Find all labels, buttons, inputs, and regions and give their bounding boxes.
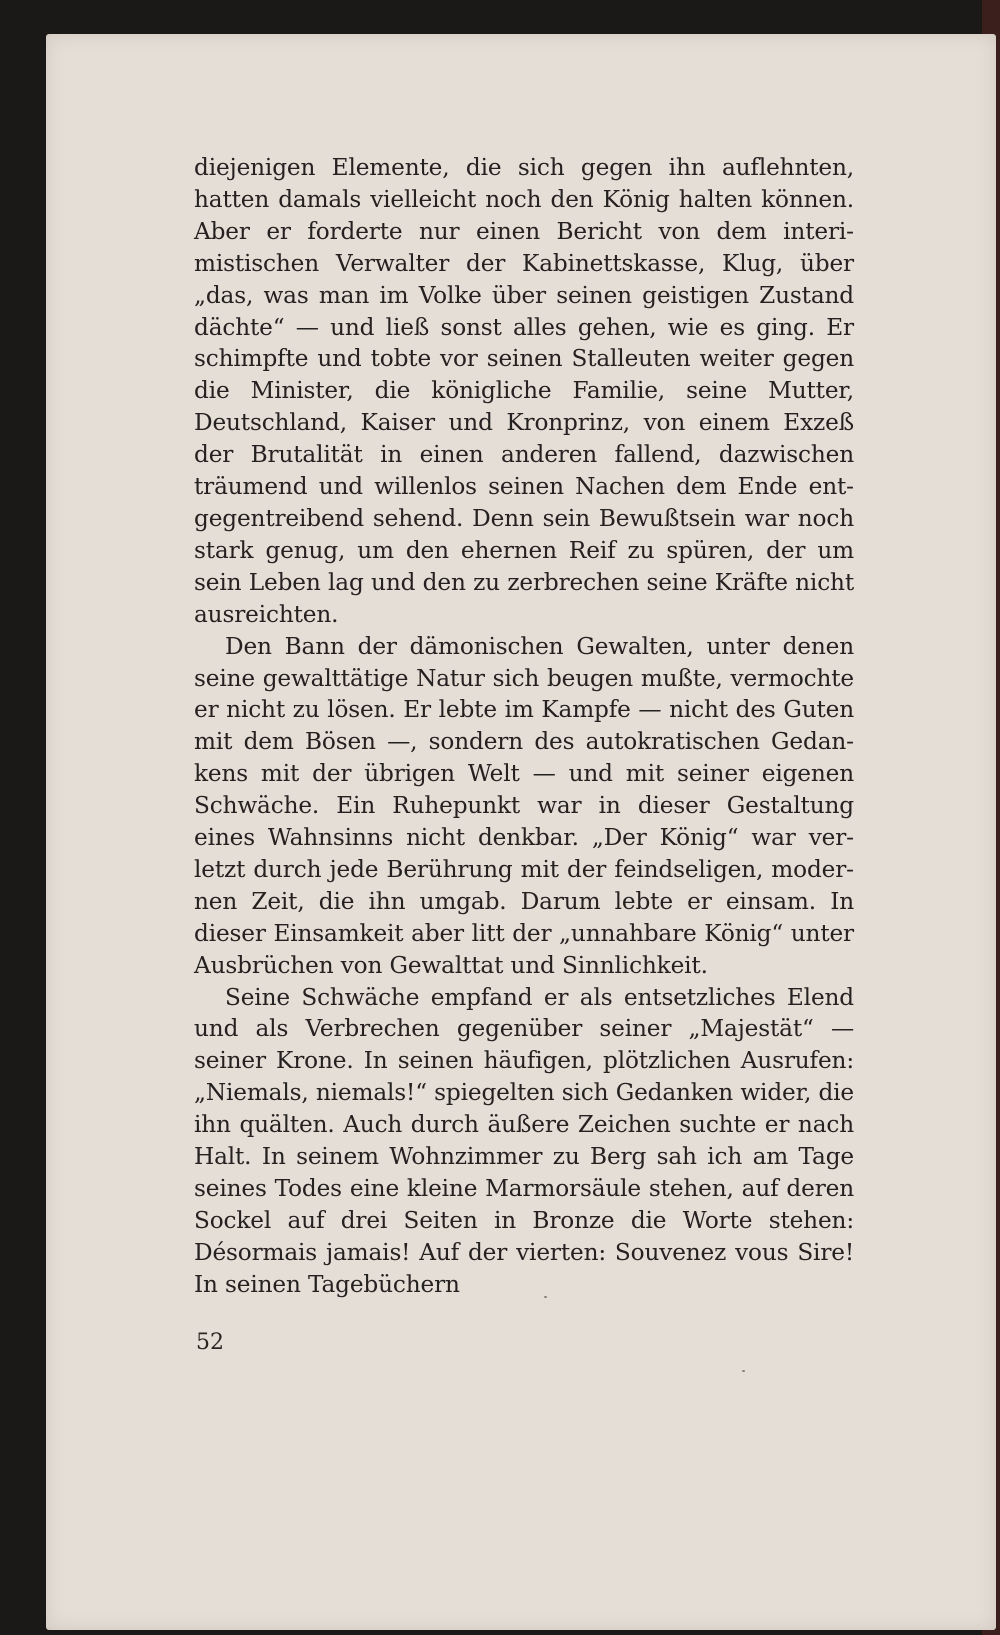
paper-speck [742, 1370, 745, 1372]
paragraph-3: Seine Schwäche empfand er als entsetzliches Elend und als Verbrechen gegenüber seiner „Majestät“ — seiner Krone. In seinen häufigen, plötzlichen Ausrufen: „Niemals, niemals!“ spiegelten sich Gedanken wider, die ihn quälten. Auch durch äußere Zeichen suchte er nach Halt. In seinem Wohnzimmer zu Berg sah ich am Tage seines Todes eine kleine Marmorsäule stehen, auf deren Sockel auf drei Seiten in Bronze die Worte stehen: Désormais jamais! Auf der vierten: Souvenez vous Sire! In seinen Tagebüchern [194, 983, 854, 1298]
paragraph-1: diejenigen Elemente, die sich gegen ihn auflehnten, hatten damals vielleicht noch den König halten können. Aber er forderte nur einen Bericht von dem interimistischen Verwalter der Kabinettskasse, Klug, über „das, was man im Volke über seinen geistigen Zustand dächte“ — und ließ sonst alles gehen, wie es ging. Er schimpfte und tobte vor seinen Stalleuten weiter gegen die Minister, die königliche Familie, seine Mutter, Deutschland, Kaiser und Kronprinz, von einem Exzeß der Brutalität in einen anderen fallend, dazwischen träumend und willenlos seinen Nachen dem Ende entgegentreibend sehend. Denn sein Bewußtsein war noch stark genug, um den ehernen Reif zu spüren, der um sein Leben lag und den zu zerbrechen seine Kräfte nicht ausreichten. [194, 154, 854, 628]
body-text [194, 152, 854, 1301]
paragraph-2: Den Bann der dämonischen Gewalten, unter denen seine gewalttätige Natur sich beugen mußte, vermochte er nicht zu lösen. Er lebte im Kampfe — nicht des Guten mit dem Bösen —, sondern des autokratischen Gedankens mit der übrigen Welt — und mit seiner eigenen Schwäche. Ein Ruhepunkt war in dieser Gestaltung eines Wahnsinns nicht denkbar. „Der König“ war verletzt durch jede Berührung mit der feindseligen, modernen Zeit, die ihn umgab. Darum lebte er einsam. In dieser Einsamkeit aber litt der „unnahbare König“ unter Ausbrüchen von Gewalttat und Sinnlichkeit. [194, 632, 854, 979]
page-number: 52 [196, 1330, 224, 1355]
